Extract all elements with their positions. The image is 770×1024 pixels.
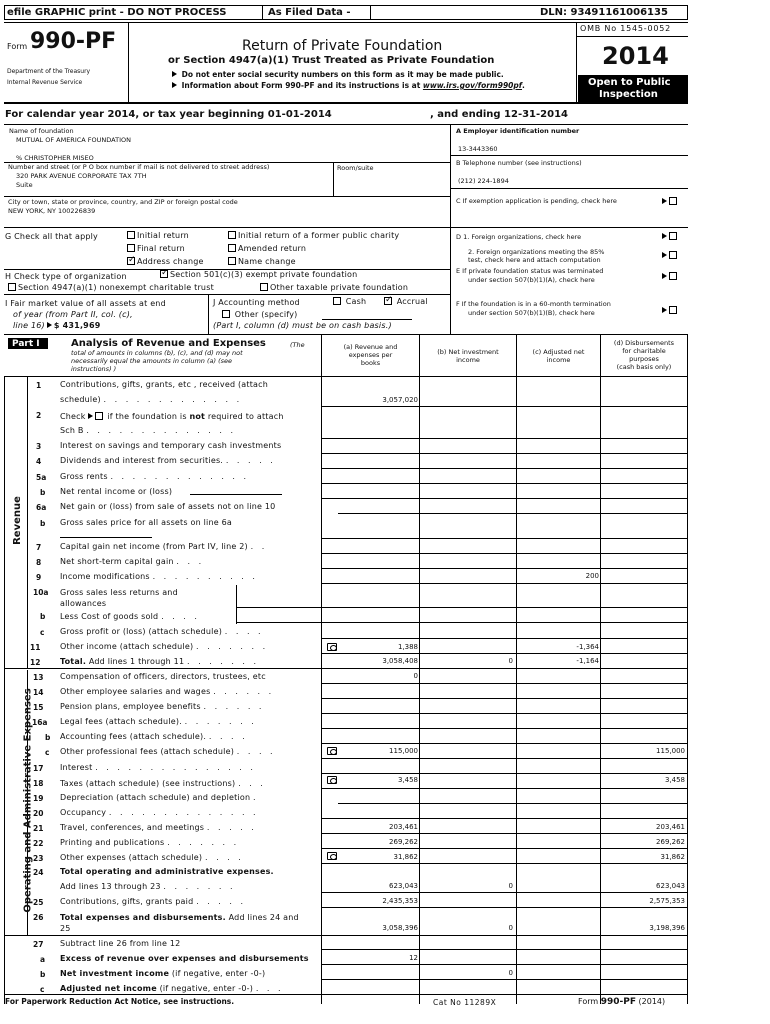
line-21-col-a: 203,461 — [389, 823, 418, 831]
tax-year-end: , and ending 12-31-2014 — [430, 109, 568, 120]
street-label: Number and street (or P O box number if mail is not delivered to street address) — [8, 163, 270, 171]
checkbox-icon — [669, 232, 677, 240]
checkbox-icon — [127, 231, 135, 239]
checkbox-icon — [669, 251, 677, 259]
line-number: 9 — [36, 573, 42, 582]
line-27-label: Subtract line 26 from line 12 — [60, 939, 181, 948]
line-16a-label: Legal fees (attach schedule). . . . . . . . — [60, 717, 257, 726]
line-22-col-a: 269,262 — [389, 838, 418, 846]
line-number: 26 — [33, 913, 44, 922]
line-10c-label: Gross profit or (loss) (attach schedule) . . . . — [60, 627, 264, 636]
checkbox-icon — [669, 197, 677, 205]
phone-value: (212) 224-1894 — [458, 177, 509, 185]
line-number: 25 — [33, 898, 44, 907]
line-3-label: Interest on savings and temporary cash investments — [60, 441, 282, 450]
checkbox-icon — [228, 231, 236, 239]
g-initial-return[interactable]: Initial return — [127, 231, 189, 240]
line-number: 17 — [33, 764, 44, 773]
footer-form: Form 990-PF (2014) — [578, 997, 666, 1007]
line-17-label: Interest . . . . . . . . . . . . . . . — [60, 763, 256, 772]
part-desc-1: (The — [290, 341, 305, 349]
g-name-change[interactable]: Name change — [228, 257, 296, 266]
line-11-col-c: -1,364 — [576, 643, 599, 651]
open-public-1: Open to Public — [588, 77, 671, 88]
col-d-line: (cash basis only) — [616, 363, 672, 371]
line-number: 22 — [33, 839, 44, 848]
line-number: 13 — [33, 673, 44, 682]
arrow-icon — [172, 82, 177, 88]
line-2-label: Check if the foundation is not required to attach — [60, 412, 284, 421]
ssn-note: Do not enter social security numbers on this form as it may be made public. — [170, 70, 504, 79]
line-number: 19 — [33, 794, 44, 803]
line-25-col-d: 2,575,353 — [649, 897, 685, 905]
i-fmv: line 16) $ 431,969 — [13, 321, 101, 330]
line-number: b — [40, 612, 46, 621]
line-12-col-c: -1,164 — [576, 657, 599, 665]
line-number: 11 — [30, 643, 41, 652]
line-number: 15 — [33, 703, 44, 712]
d2-checkbox[interactable] — [660, 251, 679, 260]
line-18-col-d: 3,458 — [664, 776, 685, 784]
line-24-col-a: 623,043 — [389, 882, 418, 890]
g-address-change[interactable]: ✓Address change — [127, 257, 204, 266]
dept-irs: Internal Revenue Service — [7, 79, 83, 86]
line-number: 24 — [33, 868, 44, 877]
arrow-icon — [662, 307, 667, 313]
part-desc-3: necessarily equal the amounts in column (a) (see — [71, 357, 233, 365]
line-number: 7 — [36, 543, 42, 552]
line-6b-label: Gross sales price for all assets on line 6a — [60, 518, 232, 527]
col-a-line: (a) Revenue and — [343, 343, 398, 351]
i-label-2: of year (from Part II, col. (c), — [13, 310, 133, 319]
checkbox-icon — [669, 272, 677, 280]
dln-label: DLN: 93491161006135 — [540, 7, 668, 18]
line-number: 16a — [32, 718, 48, 727]
omb-number: OMB No 1545-0052 — [580, 24, 672, 33]
h-other-taxable[interactable]: Other taxable private foundation — [260, 283, 408, 292]
line-number: 10a — [33, 588, 49, 597]
arrow-icon — [662, 233, 667, 239]
line-14-label: Other employee salaries and wages . . . . . . — [60, 687, 275, 696]
col-a-header — [322, 343, 419, 367]
line-23-col-d: 31,862 — [660, 853, 685, 861]
h-4947[interactable]: Section 4947(a)(1) nonexempt charitable trust — [8, 283, 214, 292]
line-24-col-b: 0 — [508, 882, 513, 890]
line-9-col-c: 200 — [585, 572, 599, 580]
line-number: 2 — [36, 411, 42, 420]
line-21-label: Travel, conferences, and meetings . . . . . — [60, 823, 257, 832]
line-20-label: Occupancy . . . . . . . . . . . . . . — [60, 808, 259, 817]
line-8-label: Net short-term capital gain . . . — [60, 557, 205, 566]
ein-label: A Employer identification number — [456, 127, 580, 135]
line-2-label-2: Sch B . . . . . . . . . . . . . . — [60, 426, 236, 435]
e-label-2: under section 507(b)(1)(A), check here — [468, 276, 595, 284]
checkbox-icon — [127, 244, 135, 252]
checkbox-checked-icon — [384, 297, 392, 305]
city-value: NEW YORK, NY 100226839 — [8, 207, 96, 215]
checkbox-checked-icon — [127, 257, 135, 265]
d1-label: D 1. Foreign organizations, check here — [456, 233, 582, 241]
col-b-line: (b) Net investment — [437, 348, 499, 356]
col-d-header — [601, 339, 687, 371]
g-initial-former[interactable]: Initial return of a former public charity — [228, 231, 399, 240]
line-26-col-a: 3,058,396 — [382, 924, 418, 932]
line-number: 3 — [36, 442, 42, 451]
line-16c-col-d: 115,000 — [656, 747, 685, 755]
line-18-col-a: 3,458 — [397, 776, 418, 784]
street-value: 320 PARK AVENUE CORPORATE TAX 7TH — [16, 172, 147, 180]
line-number: 18 — [33, 779, 44, 788]
line-1-label-2: schedule) . . . . . . . . . . . . . — [60, 395, 243, 404]
line-5a-label: Gross rents . . . . . . . . . . . . . — [60, 472, 250, 481]
line-number: b — [40, 488, 46, 497]
line-25-col-a: 2,435,353 — [382, 897, 418, 905]
as-filed-banner: As Filed Data - — [268, 7, 351, 18]
line-11-label: Other income (attach schedule) . . . . . . . — [60, 642, 269, 651]
line-7-label: Capital gain net income (from Part IV, line 2) . . — [60, 542, 268, 551]
col-b-line: income — [456, 356, 480, 364]
part-title: Analysis of Revenue and Expenses — [71, 338, 266, 349]
checkbox-icon — [669, 306, 677, 314]
line-27b-label: Net investment income (if negative, enter -0-) — [60, 969, 266, 978]
arrow-icon — [172, 71, 177, 77]
line-11-col-a: 1,388 — [397, 643, 418, 651]
line-22-label: Printing and publications . . . . . . . — [60, 838, 240, 847]
checkbox-icon — [260, 283, 268, 291]
checkbox-icon — [228, 244, 236, 252]
line-number: 6a — [36, 503, 47, 512]
g-final-return[interactable]: Final return — [127, 244, 185, 253]
f-checkbox[interactable] — [660, 306, 679, 315]
j-cash[interactable]: Cash — [333, 297, 366, 306]
line-27a-col-a: 12 — [409, 954, 418, 962]
arrow-icon — [662, 198, 667, 204]
line-9-label: Income modifications . . . . . . . . . . — [60, 572, 258, 581]
line-13-label: Compensation of officers, directors, trustees, etc — [60, 672, 266, 681]
j-other[interactable]: Other (specify) — [222, 310, 297, 319]
footer-paperwork: For Paperwork Reduction Act Notice, see instructions. — [5, 997, 235, 1006]
line-16c-label: Other professional fees (attach schedule) . . . . — [60, 747, 276, 756]
line-24-col-d: 623,043 — [656, 882, 685, 890]
line-number: 12 — [30, 658, 41, 667]
care-of: % CHRISTOPHER MISEO — [16, 154, 94, 162]
tax-year: 2014 — [602, 42, 669, 70]
side-revenue: Revenue — [11, 496, 23, 545]
part-desc-4: instructions) ) — [71, 365, 117, 373]
suite-value: Suite — [16, 181, 33, 189]
form-title: Return of Private Foundation — [242, 38, 443, 54]
col-c-line: (c) Adjusted net — [532, 348, 585, 356]
checkbox-icon — [228, 257, 236, 265]
line-number: c — [40, 985, 45, 994]
line-19-label: Depreciation (attach schedule) and depletion . — [60, 793, 259, 802]
d2-label-2: test, check here and attach computation — [468, 256, 601, 264]
city-label: City or town, state or province, country, and ZIP or foreign postal code — [8, 198, 238, 206]
line-26-label-2: 25 — [60, 924, 71, 933]
arrow-icon — [47, 322, 52, 328]
arrow-icon — [88, 413, 93, 419]
line-27b-col-b: 0 — [508, 969, 513, 977]
line-4-label: Dividends and interest from securities. . . . . . — [60, 456, 276, 465]
c-label: C If exemption application is pending, check here — [456, 197, 617, 205]
line-27c-label: Adjusted net income (if negative, enter -0-) . . . — [60, 984, 284, 993]
line-number: 20 — [33, 809, 44, 818]
line-26-col-d: 3,198,396 — [649, 924, 685, 932]
checkbox-icon — [222, 310, 230, 318]
d1-checkbox[interactable] — [660, 232, 679, 241]
col-d-line: for charitable — [622, 347, 666, 355]
line-10b-label: Less Cost of goods sold . . . . — [60, 612, 200, 621]
f-label-2: under section 507(b)(1)(B), check here — [468, 309, 595, 317]
line-27a-label: Excess of revenue over expenses and disbursements — [60, 954, 309, 963]
line-18-label: Taxes (attach schedule) (see instructions) . . . — [60, 779, 266, 788]
checkbox-icon — [333, 297, 341, 305]
line-number: 21 — [33, 824, 44, 833]
h-501c3[interactable]: ✓ Section 501(c)(3) exempt private foundation — [160, 270, 357, 279]
line-5b-label: Net rental income or (loss) — [60, 487, 173, 496]
form-number: 990-PF — [30, 29, 117, 54]
line-22-col-d: 269,262 — [656, 838, 685, 846]
line-15-label: Pension plans, employee benefits . . . . . . — [60, 702, 265, 711]
room-label: Room/suite — [337, 164, 374, 172]
line-number: a — [40, 955, 46, 964]
col-a-line: books — [360, 359, 381, 367]
line-12-label: Total. Add lines 1 through 11 . . . . . . . — [60, 657, 260, 666]
line-24-label: Total operating and administrative expenses. — [60, 867, 274, 876]
tax-year-begin: For calendar year 2014, or tax year beginning 01-01-2014 — [5, 109, 332, 120]
line-number: 5a — [36, 473, 47, 482]
col-a-line: expenses per — [348, 351, 393, 359]
checkbox-checked-icon — [160, 270, 168, 278]
line-10a-label: Gross sales less returns and — [60, 588, 178, 597]
form-subtitle: or Section 4947(a)(1) Trust Treated as Private Foundation — [168, 55, 495, 66]
c-checkbox[interactable] — [660, 197, 679, 206]
line-10a-label-2: allowances — [60, 599, 107, 608]
col-d-line: purposes — [629, 355, 659, 363]
line-number: b — [40, 519, 46, 528]
e-checkbox[interactable] — [660, 272, 679, 281]
line-21-col-d: 203,461 — [656, 823, 685, 831]
name-label: Name of foundation — [9, 127, 74, 135]
line-1-col-a: 3,057,020 — [382, 396, 418, 404]
line-number: 8 — [36, 558, 42, 567]
line-number: b — [45, 733, 51, 742]
d2-label-1: 2. Foreign organizations meeting the 85% — [468, 248, 605, 256]
line-23-label: Other expenses (attach schedule) . . . . — [60, 853, 244, 862]
line-6a-label: Net gain or (loss) from sale of assets not on line 10 — [60, 502, 276, 511]
line-1-label: Contributions, gifts, grants, etc , received (attach — [60, 380, 269, 389]
side-expenses: Operating and Administrative Expenses — [22, 688, 34, 913]
j-note: (Part I, column (d) must be on cash basis.) — [213, 321, 392, 330]
col-c-header — [517, 348, 600, 364]
line-26-col-b: 0 — [508, 924, 513, 932]
line-26-label: Total expenses and disbursements. Add lines 24 and — [60, 913, 299, 922]
h-label: H Check type of organization — [5, 272, 127, 281]
checkbox-icon[interactable] — [95, 412, 103, 420]
i-label-1: I Fair market value of all assets at end — [5, 299, 166, 308]
col-d-line: (d) Disbursements — [613, 339, 675, 347]
j-label: J Accounting method — [213, 298, 300, 307]
line-number: 23 — [33, 854, 44, 863]
checkbox-icon — [8, 283, 16, 291]
line-16b-label: Accounting fees (attach schedule). . . . . — [60, 732, 248, 741]
line-number: c — [45, 748, 50, 757]
g-amended-return[interactable]: Amended return — [228, 244, 306, 253]
open-public-2: Inspection — [599, 89, 658, 100]
line-23-col-a: 31,862 — [393, 853, 418, 861]
phone-label: B Telephone number (see instructions) — [456, 159, 582, 167]
line-13-col-a: 0 — [413, 672, 418, 680]
line-16c-col-a: 115,000 — [389, 747, 418, 755]
irs-link[interactable]: www.irs.gov/form990pf — [422, 81, 523, 90]
line-12-col-b: 0 — [508, 657, 513, 665]
g-label: G Check all that apply — [5, 232, 98, 241]
line-number: b — [40, 970, 46, 979]
f-label-1: F If the foundation is in a 60-month termination — [456, 300, 611, 308]
line-number: 4 — [36, 457, 42, 466]
line-24-label-2: Add lines 13 through 23 . . . . . . . — [60, 882, 236, 891]
line-number: c — [40, 628, 45, 637]
arrow-icon — [662, 252, 667, 258]
foundation-name: MUTUAL OF AMERICA FOUNDATION — [16, 136, 131, 144]
line-25-label: Contributions, gifts, grants paid . . . . . — [60, 897, 247, 906]
col-b-header — [420, 348, 516, 364]
info-note: Information about Form 990-PF and its instructions is at www.irs.gov/form990pf. — [170, 81, 525, 90]
e-label-1: E If private foundation status was terminated — [456, 267, 604, 275]
part-desc-2: total of amounts in columns (b), (c), and (d) may not — [71, 349, 243, 357]
line-number: 1 — [36, 381, 42, 390]
part-tag: Part I — [12, 339, 40, 349]
arrow-icon — [662, 273, 667, 279]
col-c-line: income — [546, 356, 571, 364]
j-accrual[interactable]: ✓ Accrual — [384, 297, 428, 306]
line-number: 14 — [33, 688, 44, 697]
line-number: 27 — [33, 940, 44, 949]
line-12-col-a: 3,058,408 — [382, 657, 418, 665]
dept-treasury: Department of the Treasury — [7, 68, 91, 75]
form-prefix: Form — [7, 42, 28, 51]
efile-banner: efile GRAPHIC print - DO NOT PROCESS — [7, 7, 227, 18]
ein-value: 13-3443360 — [458, 145, 498, 153]
footer-cat: Cat No 11289X — [433, 998, 497, 1007]
